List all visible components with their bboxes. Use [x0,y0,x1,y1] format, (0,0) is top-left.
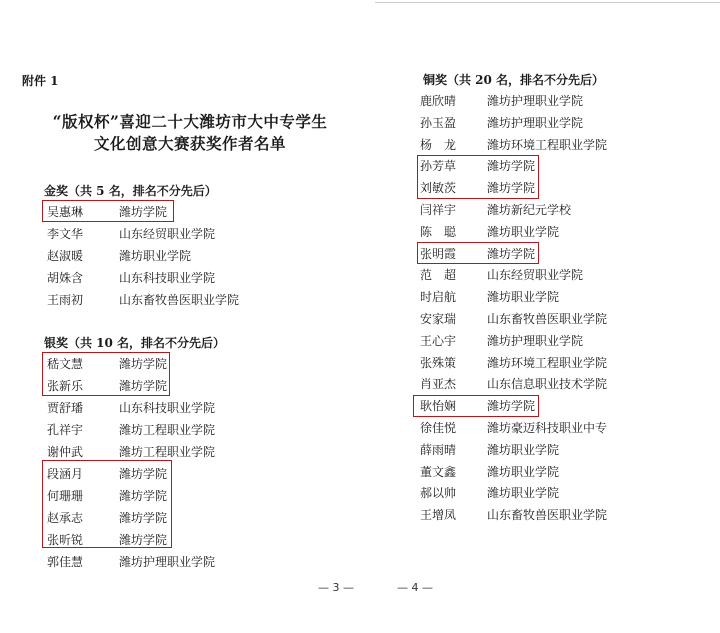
list-item [47,290,367,308]
winner-school: 潍坊职业学院 [487,442,560,457]
winner-school: 潍坊学院 [119,489,168,503]
winner-school: 潍坊工程职业学院 [119,423,216,437]
silver-heading: 银奖（共 10 名，排名不分先后） [44,336,226,350]
winner-name: 薛雨晴 [420,442,457,457]
gold-heading: 金奖（共 5 名，排名不分先后） [44,184,217,198]
winner-name: 肖亚杰 [420,377,457,392]
winner-school: 潍坊学院 [119,205,168,219]
list-item [47,420,367,438]
winner-name: 王雨初 [47,293,84,307]
winner-name: 张昕锐 [47,533,84,547]
winner-name: 范 超 [420,268,457,283]
winner-school: 潍坊学院 [119,467,168,481]
page-number: — 3 — [318,581,354,594]
list-item [420,505,720,523]
list-item [420,309,720,327]
winner-name: 耿怡娴 [420,399,457,414]
list-item [420,265,720,283]
highlight-box [42,352,170,396]
winner-school: 潍坊豪迈科技职业中专 [487,421,608,435]
highlight-box [417,242,539,264]
winner-school: 潍坊职业学院 [119,249,192,263]
list-item [420,331,720,349]
winner-school: 潍坊职业学院 [487,224,560,239]
winner-school: 潍坊工程职业学院 [119,445,216,459]
bronze-heading: 铜奖（共 20 名，排名不分先后） [423,73,605,87]
page-4 [375,0,720,633]
winner-school: 山东科技职业学院 [119,401,216,415]
winner-name: 赵淑暖 [47,249,84,263]
list-item [47,246,367,264]
winner-school: 潍坊职业学院 [487,290,560,305]
winner-name: 李文华 [47,227,84,241]
winner-school: 潍坊学院 [487,181,536,196]
winner-name: 吴惠琳 [47,205,84,219]
winner-name: 赵承志 [47,511,84,525]
list-item [420,418,720,436]
list-item [420,200,720,218]
winner-name: 贾舒璠 [47,401,84,415]
list-item [47,398,367,416]
winner-school: 潍坊学院 [119,379,168,393]
winner-school: 潍坊学院 [487,246,536,261]
winner-school: 山东信息职业技术学院 [487,377,608,392]
winner-name: 王心宇 [420,333,457,348]
winner-name: 张殊策 [420,355,457,370]
winner-school: 潍坊新纪元学校 [487,203,572,217]
list-item [47,268,367,286]
winner-school: 潍坊学院 [119,511,168,525]
list-item [420,135,720,153]
winner-name: 陈 聪 [420,224,457,239]
winner-name: 谢仲武 [47,445,84,459]
list-item [420,440,720,458]
winner-school: 潍坊环境工程职业学院 [487,137,608,152]
winner-school: 山东科技职业学院 [119,271,216,285]
list-item [47,552,367,570]
winner-school: 潍坊职业学院 [487,486,560,501]
winner-name: 闫祥宇 [420,203,457,217]
winner-school: 潍坊护理职业学院 [487,333,584,348]
winner-school: 潍坊学院 [119,357,168,371]
winner-name: 嵇文慧 [47,357,84,371]
winner-name: 时启航 [420,290,457,305]
winner-school: 潍坊学院 [487,159,536,174]
winner-school: 山东畜牧兽医职业学院 [487,312,608,326]
winner-name: 胡姝含 [47,271,84,285]
highlight-box [42,460,172,548]
document-title-line1: “版权杯”喜迎二十大潍坊市大中专学生 [52,112,328,131]
document-title-line2: 文化创意大赛获奖作者名单 [93,134,286,153]
winner-name: 张新乐 [47,379,84,393]
winner-name: 段涵月 [47,467,84,481]
list-item [420,222,720,240]
list-item [420,287,720,305]
winner-school: 潍坊学院 [487,399,536,414]
list-item [420,113,720,131]
highlight-box [42,200,174,222]
winner-school: 潍坊学院 [119,533,168,547]
winner-school: 潍坊护理职业学院 [487,94,584,108]
winner-name: 鹿欣晴 [420,94,457,108]
winner-school: 潍坊环境工程职业学院 [487,355,608,370]
winner-name: 孙玉盈 [420,115,457,130]
winner-school: 山东经贸职业学院 [119,227,216,241]
winner-school: 潍坊职业学院 [487,464,560,479]
list-item [420,462,720,480]
winner-name: 刘敏茨 [420,181,457,196]
winner-name: 何珊珊 [47,489,84,503]
list-item [47,442,367,460]
winner-school: 潍坊护理职业学院 [119,555,216,569]
list-item [420,353,720,371]
winner-name: 孙芳草 [420,159,457,174]
list-item [420,374,720,392]
winner-name: 郭佳慧 [47,555,84,569]
winner-school: 山东畜牧兽医职业学院 [119,293,240,307]
highlight-box [413,395,539,417]
winner-name: 董文鑫 [420,464,457,479]
list-item [47,224,367,242]
highlight-box [417,155,539,199]
attachment-label: 附件 1 [22,74,59,88]
list-item [420,483,720,501]
list-item [420,91,720,109]
page-number: — 4 — [397,581,433,594]
winner-name: 杨 龙 [420,137,457,152]
winner-name: 孔祥宇 [47,423,84,437]
winner-school: 山东畜牧兽医职业学院 [487,508,608,523]
winner-name: 王增凤 [420,508,457,523]
winner-name: 安家瑞 [420,312,457,326]
winner-name: 徐佳悦 [420,421,457,435]
winner-name: 张明霞 [420,246,457,261]
winner-school: 潍坊护理职业学院 [487,115,584,130]
winner-name: 郝以帅 [420,486,457,501]
winner-school: 山东经贸职业学院 [487,268,584,283]
